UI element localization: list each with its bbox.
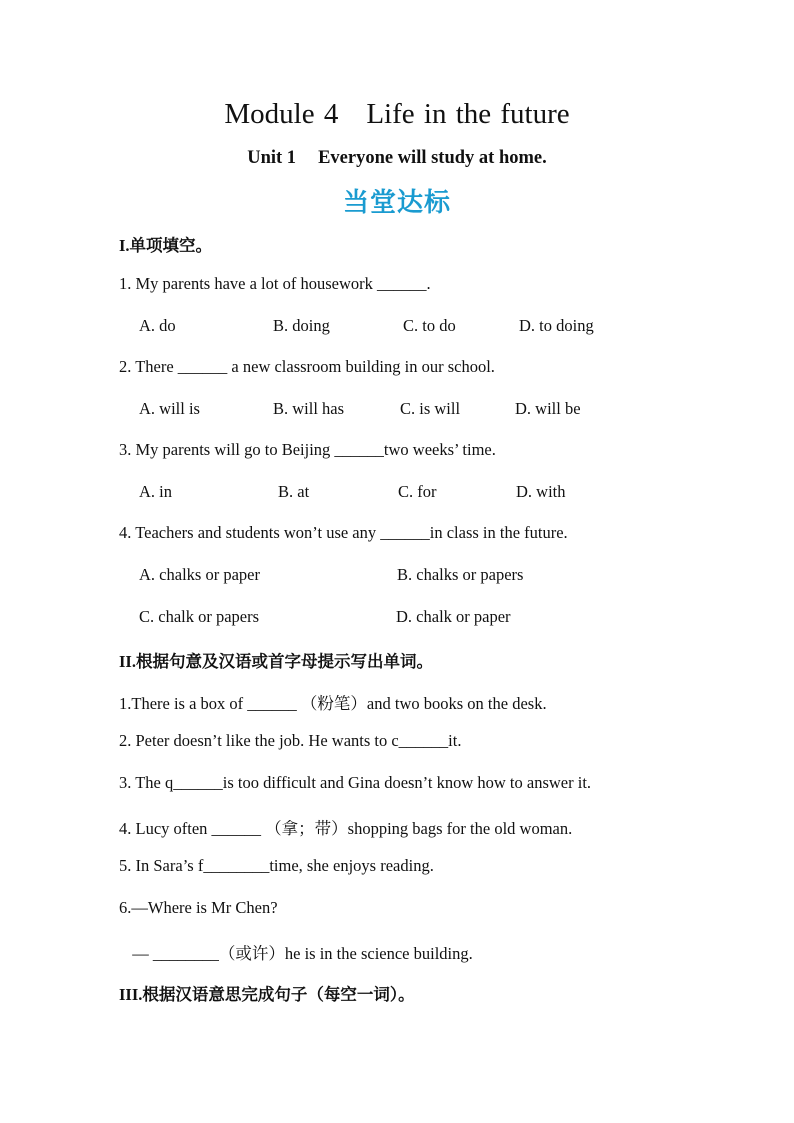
fill-item-3: 3. The q______is too difficult and Gina doesn’t know how to answer it. — [119, 773, 592, 792]
question-3-option-a: A. in — [139, 482, 172, 501]
fill-item-2: 2. Peter doesn’t like the job. He wants to c______it. — [119, 731, 462, 750]
question-1-option-b: B. doing — [273, 316, 330, 335]
question-4-option-d: D. chalk or paper — [396, 607, 511, 626]
module-title — [0, 98, 794, 131]
fill-item-5: 5. In Sara’s f________time, she enjoys reading. — [119, 856, 434, 875]
fill-item-6-answer: — ________（或许）he is in the science building. — [124, 944, 473, 963]
question-2-option-b: B. will has — [273, 399, 345, 418]
module-name: Life in the future — [366, 98, 570, 130]
section-banner: 当堂达标 — [342, 188, 451, 218]
question-4-option-a: A. chalks or paper — [139, 565, 260, 584]
question-4-stem: 4. Teachers and students won’t use any ______in class in the future. — [119, 523, 568, 542]
question-3-stem: 3. My parents will go to Beijing ______two weeks’ time. — [119, 440, 496, 459]
question-3-option-d: D. with — [516, 482, 566, 501]
question-1-option-d: D. to doing — [519, 316, 594, 335]
question-2-option-a: A. will is — [139, 399, 200, 418]
question-2-option-d: D. will be — [515, 399, 581, 418]
section-1-title: I.单项填空。 — [119, 236, 213, 255]
question-3-option-b: B. at — [278, 482, 310, 501]
question-1-option-c: C. to do — [403, 316, 456, 335]
question-4-option-c: C. chalk or papers — [139, 607, 260, 626]
question-2-stem: 2. There ______ a new classroom building in our school. — [119, 357, 495, 376]
fill-item-6-question: 6.—Where is Mr Chen? — [119, 898, 278, 917]
question-4-option-b: B. chalks or papers — [397, 565, 524, 584]
module-number: Module 4 — [224, 98, 339, 130]
question-2-option-c: C. is will — [400, 399, 461, 418]
unit-number: Unit 1 — [247, 148, 297, 168]
unit-title — [0, 148, 794, 169]
question-1-stem: 1. My parents have a lot of housework ______. — [119, 274, 431, 293]
question-3-option-c: C. for — [398, 482, 437, 501]
section-3-title: III.根据汉语意思完成句子（每空一词）。 — [119, 985, 415, 1004]
fill-item-4: 4. Lucy often ______ （拿；带）shopping bags for the old woman. — [119, 819, 573, 838]
section-2-title: II.根据句意及汉语或首字母提示写出单词。 — [119, 652, 433, 671]
question-1-option-a: A. do — [139, 316, 176, 335]
unit-name: Everyone will study at home. — [318, 148, 547, 168]
fill-item-1: 1.There is a box of ______ （粉笔）and two books on the desk. — [119, 694, 547, 713]
